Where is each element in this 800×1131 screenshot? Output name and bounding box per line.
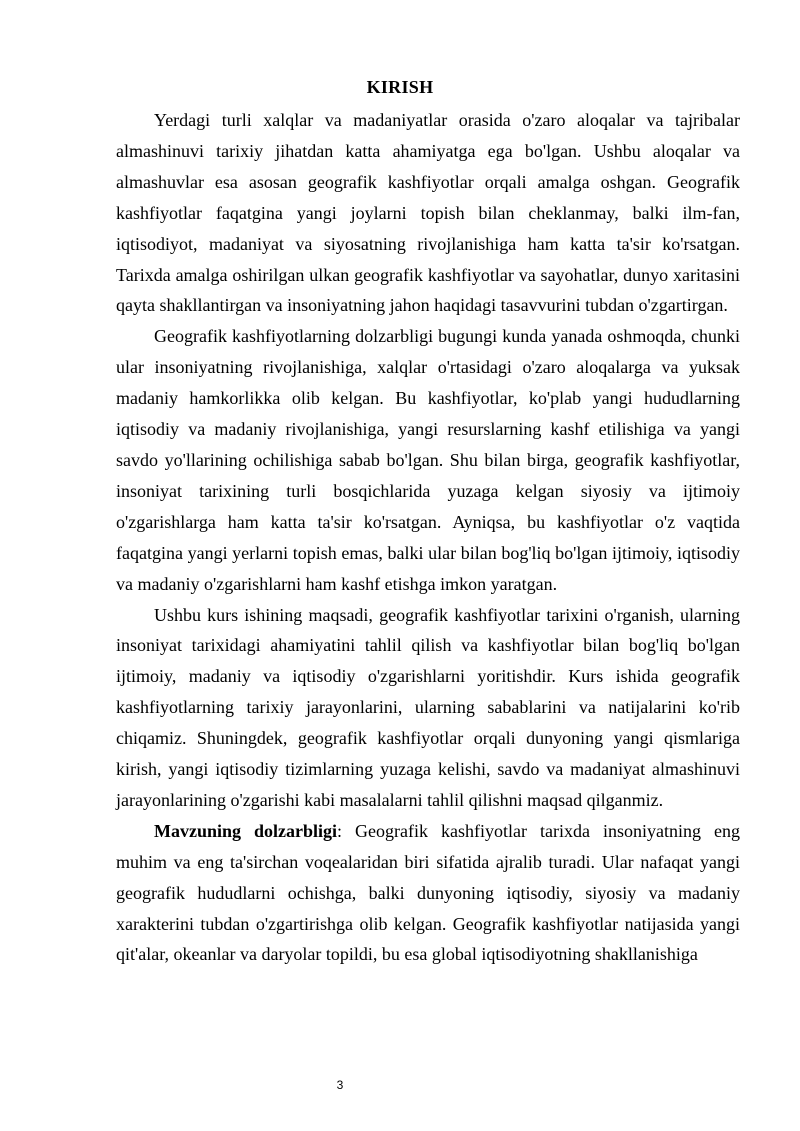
paragraph-3: [116, 600, 740, 816]
paragraph-4: [116, 816, 740, 971]
paragraph-1: [116, 105, 740, 321]
body-text: [116, 105, 740, 970]
paragraph-lead: Mavzuning dolzarbligi: [154, 820, 338, 841]
section-title: KIRISH: [366, 77, 434, 97]
page-number: 3: [336, 1078, 344, 1092]
paragraph-text: Geografik kashfiyotlarning dolzarbligi bugungi kunda yanada oshmoqda, chunki ular insoniyatning rivojlanishiga, xalqlar o'rtasidagi o'zaro aloqalarga va yuksak madaniy hamkorlikka olib kelgan. Bu kashfiyotlar, ko'plab yangi hududlarning iqtisodiy va madaniy rivojlanishiga, yangi resurslarning kashf etilishiga va yangi savdo yo'llarining ochilishiga sabab bo'lgan. Shu bilan birga, geografik kashfiyotlar, insoniyat tarixining turli bosqichlarida yuzaga kelgan siyosiy va ijtimoiy o'zgarishlarga ham katta ta'sir ko'rsatgan. Ayniqsa, bu kashfiyotlar o'z vaqtida faqatgina yangi yerlarni topish emas, balki ular bilan bog'liq bo'lgan ijtimoiy, iqtisodiy va madaniy o'zgarishlarni ham kashf etishga imkon yaratgan.: [116, 326, 740, 594]
paragraph-2: [116, 321, 740, 599]
paragraph-text: Ushbu kurs ishining maqsadi, geografik kashfiyotlar tarixini o'rganish, ularning insoniyat tarixidagi ahamiyatini tahlil qilish va kashfiyotlar bilan bog'liq bo'lgan ijtimoiy, madaniy va iqtisodiy o'zgarishlarni yoritishdir. Kurs ishida geografik kashfiyotlarning tarixiy jarayonlarini, ularning sabablarini va natijalarini ko'rib chiqamiz. Shuningdek, geografik kashfiyotlar orqali dunyoning yangi qismlariga kirish, yangi iqtisodiy tizimlarning yuzaga kelishi, savdo va madaniyat almashinuvi jarayonlarining o'zgarishi kabi masalalarni tahlil qilishni maqsad qilganmiz.: [116, 604, 740, 810]
paragraph-text: : Geografik kashfiyotlar tarixda insoniyatning eng muhim va eng ta'sirchan voqealaridan biri sifatida ajralib turadi. Ular nafaqat yangi geografik hududlarni ochishga, balki dunyoning iqtisodiy, siyosiy va madaniy xarakterini tubdan o'zgartirishga olib kelgan. Geografik kashfiyotlar natijasida yangi qit'alar, okeanlar va daryolar topildi, bu esa global iqtisodiyotning shakllanishiga: [116, 820, 741, 965]
paragraph-text: Yerdagi turli xalqlar va madaniyatlar orasida o'zaro aloqalar va tajribalar almashinuvi tarixiy jihatdan katta ahamiyatga ega bo'lgan. Ushbu aloqalar va almashuvlar esa asosan geografik kashfiyotlar orqali amalga oshgan. Geografik kashfiyotlar faqatgina yangi joylarni topish bilan cheklanmay, balki ilm-fan, iqtisodiyot, madaniyat va siyosatning rivojlanishiga ham katta ta'sir ko'rsatgan. Tarixda amalga oshirilgan ulkan geografik kashfiyotlar va sayohatlar, dunyo xaritasini qayta shakllantirgan va insoniyatning jahon haqidagi tasavvurini tubdan o'zgartirgan.: [116, 110, 740, 316]
